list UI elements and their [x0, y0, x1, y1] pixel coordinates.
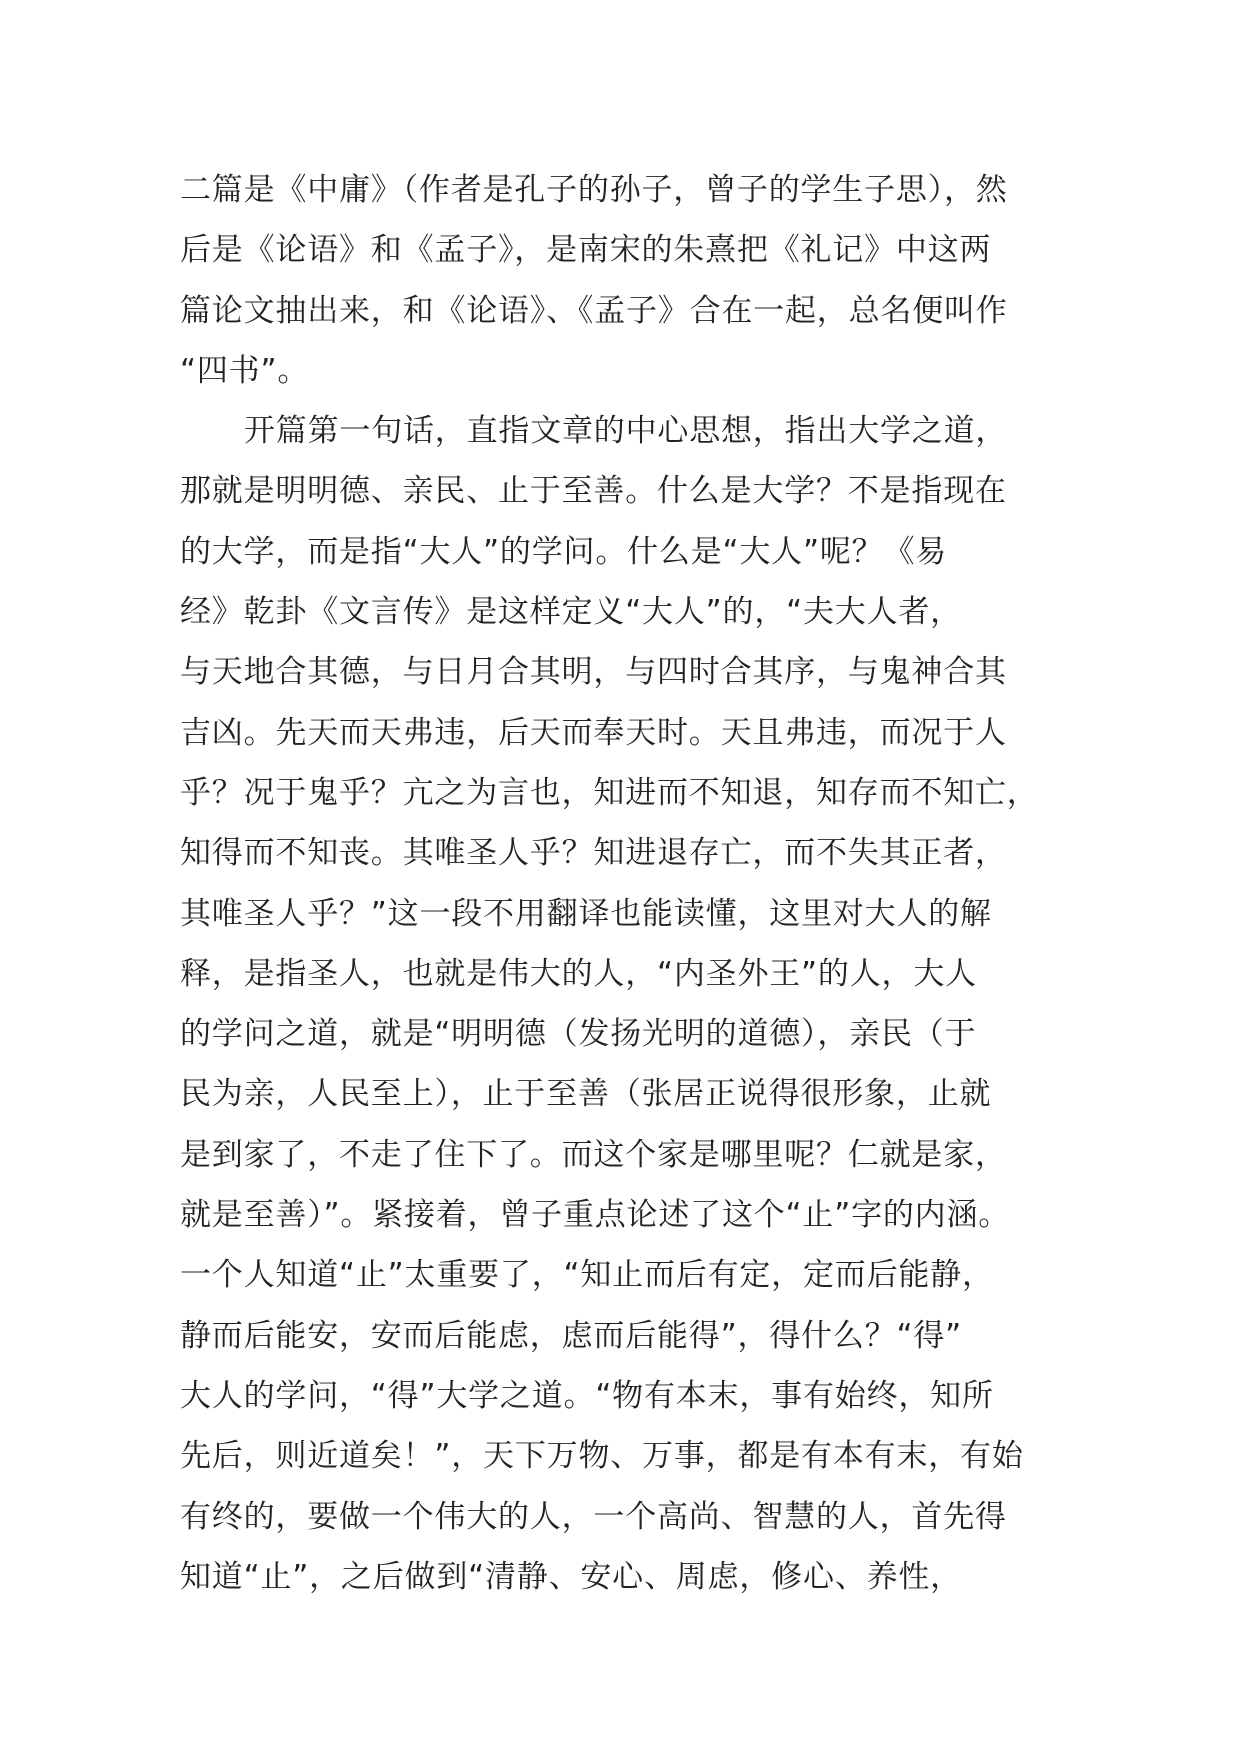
text-line: 的学问之道，就是“明明德（发扬光明的道德），亲民（于 — [180, 1016, 977, 1053]
text-line: 先后，则近道矣！”，天下万物、万事，都是有本有末，有始 — [180, 1438, 1024, 1475]
text-line: 释，是指圣人，也就是伟大的人，“内圣外王”的人，大人 — [180, 955, 977, 992]
text-line: 其唯圣人乎？”这一段不用翻译也能读懂，这里对大人的解 — [180, 895, 992, 932]
text-line: 乎？况于鬼乎？亢之为言也，知进而不知退，知存而不知亡， — [180, 774, 1039, 811]
text-line: 一个人知道“止”太重要了，“知止而后有定，定而后能静， — [180, 1257, 994, 1294]
text-line: 有终的，要做一个伟大的人，一个高尚、智慧的人，首先得 — [180, 1498, 1007, 1535]
text-line: 是到家了，不走了住下了。而这个家是哪里呢？仁就是家， — [180, 1136, 1007, 1173]
paragraph-first-line: 开篇第一句话，直指文章的中心思想，指出大学之道， — [244, 413, 1008, 450]
text-line: 篇论文抽出来，和《论语》、《孟子》合在一起，总名便叫作 — [180, 292, 1008, 329]
text-line: 的大学，而是指“大人”的学问。什么是“大人”呢？《易 — [180, 533, 948, 570]
text-line: 知道“止”，之后做到“清静、安心、周虑，修心、养性， — [180, 1558, 962, 1595]
text-line: 那就是明明德、亲民、止于至善。什么是大学？不是指现在 — [180, 473, 1007, 510]
text-line: 后是《论语》和《孟子》，是南宋的朱熹把《礼记》中这两 — [180, 232, 992, 269]
text-line: 吉凶。先天而天弗违，后天而奉天时。天且弗违，而况于人 — [180, 714, 1007, 751]
text-line: 民为亲，人民至上），止于至善（张居正说得很形象，止就 — [180, 1076, 992, 1113]
text-line: 就是至善）”。紧接着，曾子重点论述了这个“止”字的内涵。 — [180, 1197, 1011, 1234]
text-line: 二篇是《中庸》（作者是孔子的孙子，曾子的学生子思），然 — [180, 172, 1008, 208]
text-line: “四书”。 — [180, 352, 310, 389]
text-line: 与天地合其德，与日月合其明，与四时合其序，与鬼神合其 — [180, 654, 1007, 691]
text-line: 大人的学问，“得”大学之道。“物有本末，事有始终，知所 — [180, 1377, 994, 1414]
text-line: 知得而不知丧。其唯圣人乎？知进退存亡，而不失其正者， — [180, 835, 1007, 872]
text-line: 静而后能安，安而后能虑，虑而后能得”，得什么？“得” — [180, 1317, 962, 1354]
text-line: 经》乾卦《文言传》是这样定义“大人”的，“夫大人者， — [180, 594, 962, 631]
body-text — [180, 160, 1060, 1607]
